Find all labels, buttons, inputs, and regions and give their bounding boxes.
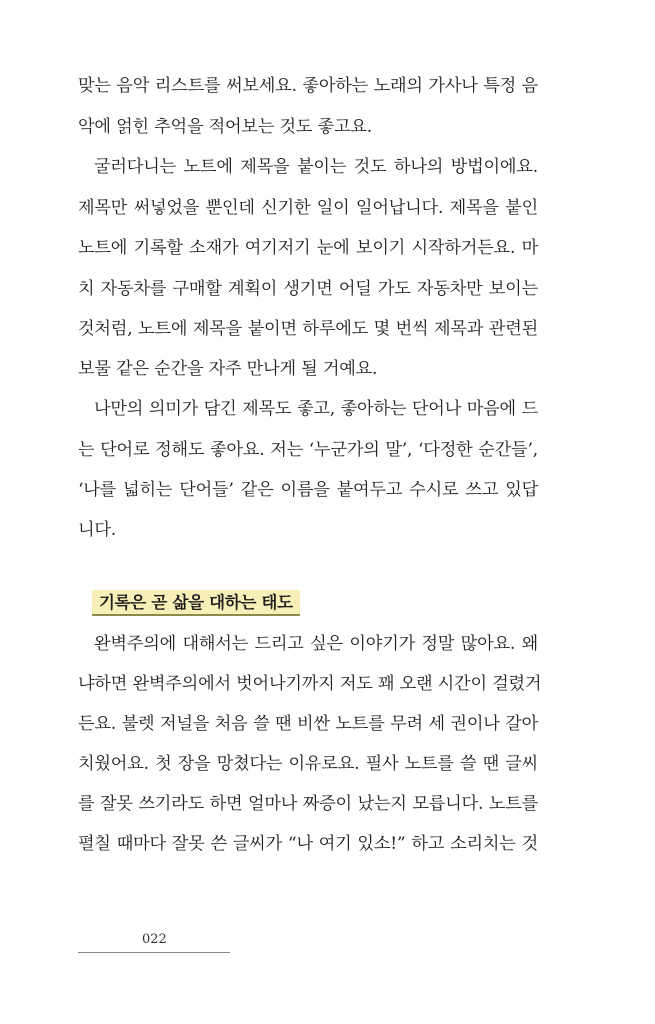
section-heading-wrap	[92, 590, 300, 616]
body-line: 것처럼, 노트에 제목을 붙이면 하루에도 몇 번씩 제목과 관련된	[78, 319, 538, 339]
body-line: 치웠어요. 첫 장을 망쳤다는 이유로요. 필사 노트를 쓸 땐 글씨	[78, 754, 538, 774]
page-number: 022	[142, 932, 167, 947]
body-line: 니다.	[78, 520, 117, 540]
section-heading: 기록은 곧 삶을 대하는 태도	[92, 590, 300, 616]
body-line: 냐하면 완벽주의에서 벗어나기까지 저도 꽤 오랜 시간이 걸렸거	[78, 674, 542, 694]
body-line: 치 자동차를 구매할 계획이 생기면 어딜 가도 자동차만 보이는	[78, 279, 538, 299]
body-line: 노트에 기록할 소재가 여기저기 눈에 보이기 시작하거든요. 마	[78, 238, 538, 258]
body-line: 제목만 써넣었을 뿐인데 신기한 일이 일어납니다. 제목을 붙인	[78, 198, 538, 218]
body-line: 굴러다니는 노트에 제목을 붙이는 것도 하나의 방법이에요.	[94, 157, 538, 177]
body-line: 는 단어로 정해도 좋아요. 저는 ‘누군가의 말’, ‘다정한 순간들’,	[78, 440, 538, 460]
body-line: 나만의 의미가 담긴 제목도 좋고, 좋아하는 단어나 마음에 드	[94, 399, 538, 419]
body-line: 펼칠 때마다 잘못 쓴 글씨가 “나 여기 있소!” 하고 소리치는 것	[78, 834, 538, 854]
body-line: 보물 같은 순간을 자주 만나게 될 거예요.	[78, 359, 378, 379]
body-line: 든요. 불렛 저널을 처음 쓸 땐 비싼 노트를 무려 세 권이나 갈아	[78, 714, 538, 734]
body-line: 를 잘못 쓰기라도 하면 얼마나 짜증이 났는지 모릅니다. 노트를	[78, 794, 538, 814]
body-line: ‘나를 넓히는 단어들’ 같은 이름을 붙여두고 수시로 쓰고 있답	[78, 480, 538, 500]
body-line: 맞는 음악 리스트를 써보세요. 좋아하는 노래의 가사나 특정 음	[78, 76, 538, 96]
body-line: 완벽주의에 대해서는 드리고 싶은 이야기가 정말 많아요. 왜	[94, 634, 538, 654]
footer-rule	[78, 952, 230, 953]
body-line: 악에 얽힌 추억을 적어보는 것도 좋고요.	[78, 117, 373, 137]
